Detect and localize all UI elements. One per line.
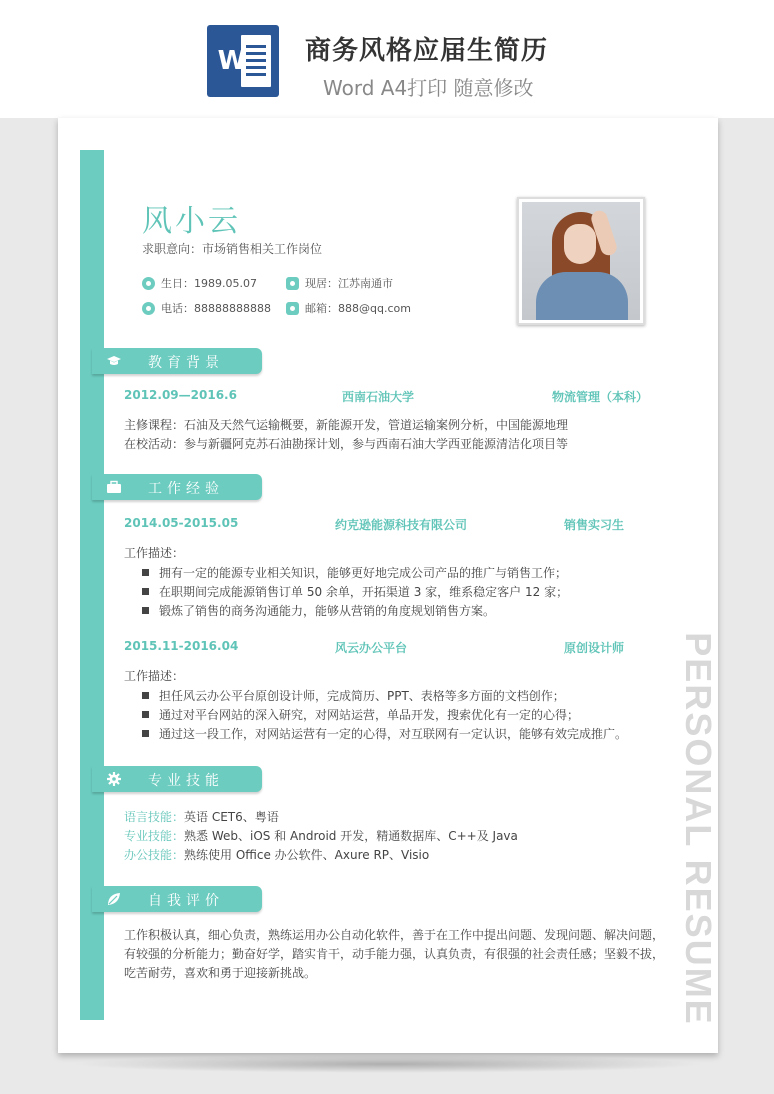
edu-major: 物流管理（本科）	[552, 390, 649, 404]
self-eval-line: 工作积极认真，细心负责，熟练运用办公自动化软件，善于在工作中提出问题、发现问题、解决问题，	[124, 928, 665, 942]
skill-language: 语言技能：英语 CET6、粤语	[124, 810, 279, 824]
gear-icon	[106, 771, 122, 787]
edu-period: 2012.09—2016.6	[124, 388, 237, 402]
self-eval-line: 吃苦耐劳，喜欢和勇于迎接新挑战。	[124, 966, 317, 980]
list-item: 担任风云办公平台原创设计师，完成简历、PPT、表格等多方面的文档创作；	[142, 687, 565, 704]
location-icon	[286, 277, 299, 290]
section-title: 专业技能	[148, 773, 224, 789]
section-title: 自我评价	[148, 893, 224, 909]
work1-role: 销售实习生	[564, 518, 625, 532]
self-eval-line: 有较强的分析能力；勤奋好学，踏实肯干，动手能力强，认真负责，有很强的社会责任感；坚毅不拔，	[124, 947, 665, 961]
work1-period: 2014.05-2015.05	[124, 516, 239, 530]
phone-text: 电话：88888888888	[161, 302, 271, 315]
list-item: 通过这一段工作，对网站运营有一定的心得，对互联网有一定认识，能够有效完成推广。	[142, 725, 627, 742]
work2-desc-label: 工作描述：	[124, 669, 185, 683]
skill-office: 办公技能：熟练使用 Office 办公软件、Axure RP、Visio	[124, 848, 430, 862]
watermark-text: PERSONAL RESUME	[678, 632, 719, 1026]
birth-info	[142, 275, 257, 291]
person-icon	[142, 277, 155, 290]
work2-period: 2015.11-2016.04	[124, 639, 239, 653]
profile-photo	[517, 197, 645, 325]
edu-activities: 在校活动：参与新疆阿克苏石油勘探计划，参与西南石油大学西亚能源清洁化项目等	[124, 437, 569, 451]
work1-company: 约克逊能源科技有限公司	[335, 518, 468, 532]
section-header-education	[92, 348, 262, 374]
email-icon	[286, 302, 299, 315]
work2-role: 原创设计师	[564, 641, 625, 655]
phone-icon	[142, 302, 155, 315]
section-header-skills	[92, 766, 262, 792]
briefcase-icon	[106, 479, 122, 495]
section-header-work	[92, 474, 262, 500]
phone-info	[142, 300, 271, 316]
job-intent: 求职意向：市场销售相关工作岗位	[142, 242, 323, 256]
location-text: 现居：江苏南通市	[305, 277, 393, 290]
list-item: 拥有一定的能源专业相关知识，能够更好地完成公司产品的推广与销售工作；	[142, 564, 567, 581]
location-info	[286, 275, 393, 291]
list-item: 在职期间完成能源销售订单 50 余单，开拓渠道 3 家，维系稳定客户 12 家；	[142, 583, 568, 600]
header-banner	[0, 0, 774, 118]
resume-page	[58, 118, 718, 1053]
edu-school: 西南石油大学	[342, 390, 415, 404]
work2-company: 风云办公平台	[335, 641, 408, 655]
work1-desc-label: 工作描述：	[124, 546, 185, 560]
candidate-name: 风小云	[142, 204, 241, 239]
list-item: 锻炼了销售的商务沟通能力，能够从营销的角度规划销售方案。	[142, 602, 495, 619]
section-title: 工作经验	[148, 481, 224, 497]
word-letter: W	[217, 46, 247, 76]
edu-courses: 主修课程：石油及天然气运输概要，新能源开发，管道运输案例分析，中国能源地理	[124, 418, 569, 432]
section-header-self	[92, 886, 262, 912]
birth-text: 生日：1989.05.07	[161, 277, 257, 290]
graduation-cap-icon	[106, 353, 122, 369]
word-document-icon	[207, 25, 279, 97]
personal-resume-watermark	[678, 632, 719, 1026]
section-title: 教育背景	[148, 355, 224, 371]
email-text: 邮箱：888@qq.com	[305, 302, 411, 315]
paper-shadow	[70, 1055, 706, 1073]
list-item: 通过对平台网站的深入研究，对网站运营，单品开发，搜索优化有一定的心得；	[142, 706, 579, 723]
banner-title: 商务风格应届生简历	[305, 36, 549, 66]
banner-subtitle: Word A4打印 随意修改	[323, 76, 534, 100]
email-info	[286, 300, 411, 316]
leaf-icon	[106, 891, 122, 907]
skill-professional: 专业技能：熟悉 Web、iOS 和 Android 开发，精通数据库、C++及 Java	[124, 829, 518, 843]
